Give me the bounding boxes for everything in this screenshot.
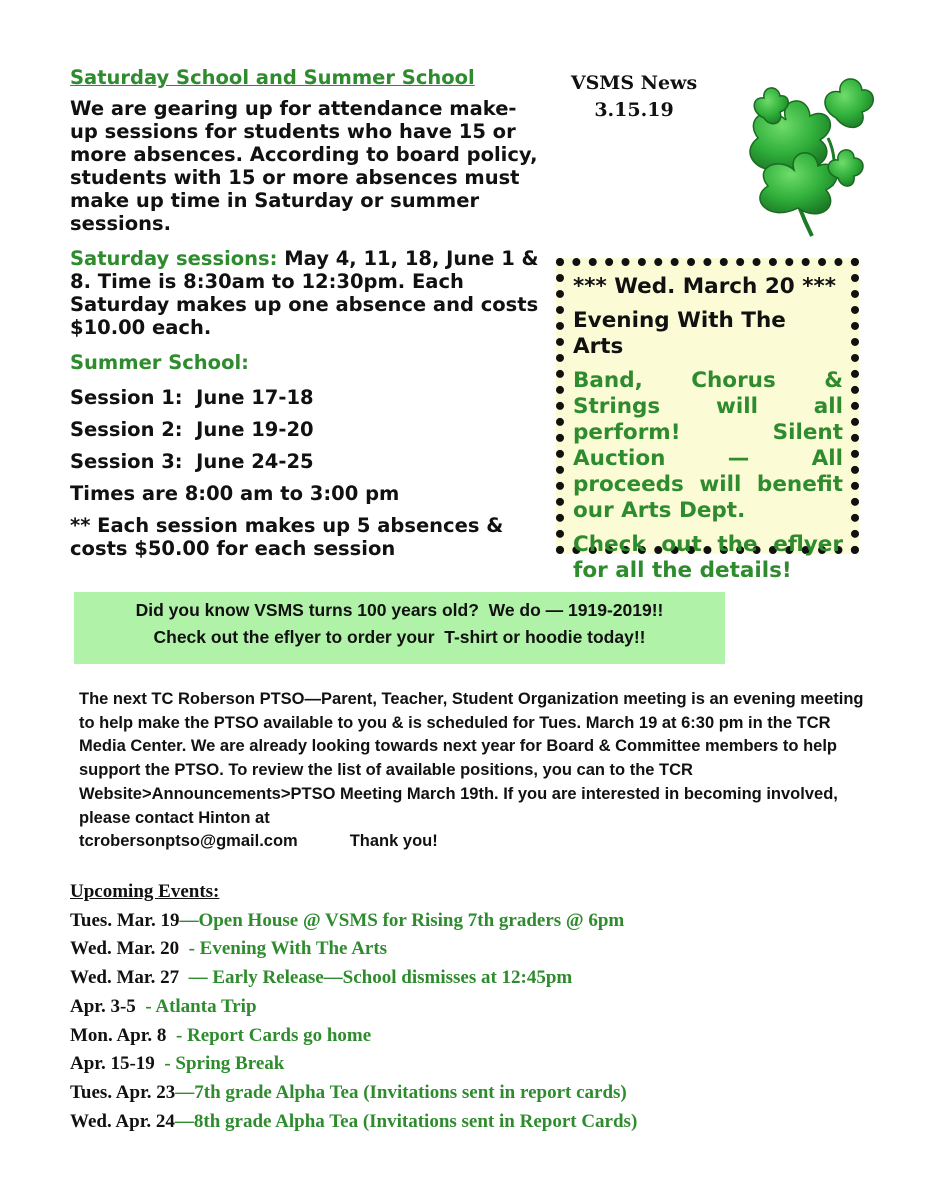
session-note: ** Each session makes up 5 absences & costs $50.00 for each session xyxy=(70,514,504,560)
event-date: Wed. Mar. 20 xyxy=(70,938,184,960)
event-item xyxy=(70,1079,850,1108)
event-date: Apr. 15-19 xyxy=(70,1053,160,1075)
event-desc: — Early Release—School dismisses at 12:45pm xyxy=(183,967,573,989)
event-item xyxy=(70,1108,850,1137)
event-date: Wed. Apr. 24 xyxy=(70,1110,175,1132)
event-item xyxy=(70,1050,850,1079)
intro-paragraph: We are gearing up for attendance make-up sessions for students who have 15 or more absences. According to board policy, students with 15 or more absences must make up time in Saturday or summer sessions. xyxy=(70,97,538,235)
events-heading: Upcoming Events: xyxy=(70,881,220,902)
event-item xyxy=(70,1022,850,1051)
arts-date: *** Wed. March 20 *** xyxy=(573,274,836,299)
event-item xyxy=(70,935,850,964)
arts-title: Evening With The Arts xyxy=(573,308,786,359)
newsletter-masthead xyxy=(566,70,702,124)
section-heading: Saturday School and Summer School xyxy=(70,66,475,89)
event-item xyxy=(70,964,850,993)
event-date: Tues. Apr. 23 xyxy=(70,1081,176,1103)
newsletter-title: VSMS News xyxy=(570,72,698,94)
event-date: Wed. Mar. 27 xyxy=(70,967,184,989)
event-date: Apr. 3-5 xyxy=(70,995,141,1017)
event-date: Mon. Apr. 8 xyxy=(70,1024,172,1046)
shamrock-icon xyxy=(728,58,876,238)
saturday-label: Saturday sessions: xyxy=(70,247,278,270)
event-desc: —Open House @ VSMS for Rising 7th graders @ 6pm xyxy=(179,909,625,931)
centennial-banner xyxy=(74,592,725,664)
saturday-paragraph xyxy=(70,247,540,339)
summer-label: Summer School: xyxy=(70,351,249,374)
event-desc: —8th grade Alpha Tea (Invitations sent in Report Cards) xyxy=(174,1110,638,1132)
event-desc: - Atlanta Trip xyxy=(140,995,257,1017)
ptso-announcement xyxy=(79,688,869,854)
event-desc: - Report Cards go home xyxy=(171,1024,372,1046)
arts-cta: Check out the eflyer for all the details! xyxy=(573,532,843,583)
upcoming-events xyxy=(70,878,850,1136)
ptso-body: The next TC Roberson PTSO—Parent, Teacher, Student Organization meeting is an evening meeting to help make the PTSO available to you & is scheduled for Tues. March 19 at 6:30 pm in the TCR Media Center. We are already looking towards next year for Board & Committee members to help support the PTSO. To review the list of available positions, you can to the TCR Website>Announcements>PTSO Meeting March 19th. If you are interested in becoming involved, please contact Hinton at xyxy=(79,690,864,827)
attendance-section xyxy=(70,66,540,560)
saturday-text: May 4, 11, 18, June 1 & 8. Time is 8:30am to 12:30pm. Each Saturday makes up one absence and costs $10.00 each. xyxy=(70,247,539,339)
ptso-email[interactable]: tcrobersonptso@gmail.com xyxy=(79,832,298,851)
event-item xyxy=(70,993,850,1022)
arts-body: Band, Chorus & Strings will all perform! Silent Auction — All proceeds will benefit our Arts Dept. xyxy=(573,368,843,523)
session-line: Session 2: June 19-20 xyxy=(70,418,314,441)
banner-line: Check out the eflyer to order your T-shirt or hoodie today!! xyxy=(153,627,646,647)
session-line: Session 3: June 24-25 xyxy=(70,450,314,473)
event-desc: —7th grade Alpha Tea (Invitations sent in report cards) xyxy=(175,1081,627,1103)
ptso-thanks: Thank you! xyxy=(349,832,438,851)
times-line: Times are 8:00 am to 3:00 pm xyxy=(70,482,400,505)
event-date: Tues. Mar. 19 xyxy=(70,909,180,931)
event-desc: - Evening With The Arts xyxy=(183,938,388,960)
session-line: Session 1: June 17-18 xyxy=(70,386,314,409)
arts-event-box xyxy=(556,258,859,583)
event-item xyxy=(70,907,850,936)
newsletter-date: 3.15.19 xyxy=(594,99,674,121)
banner-line: Did you know VSMS turns 100 years old? We do — 1919-2019!! xyxy=(135,600,664,620)
event-desc: - Spring Break xyxy=(159,1053,285,1075)
